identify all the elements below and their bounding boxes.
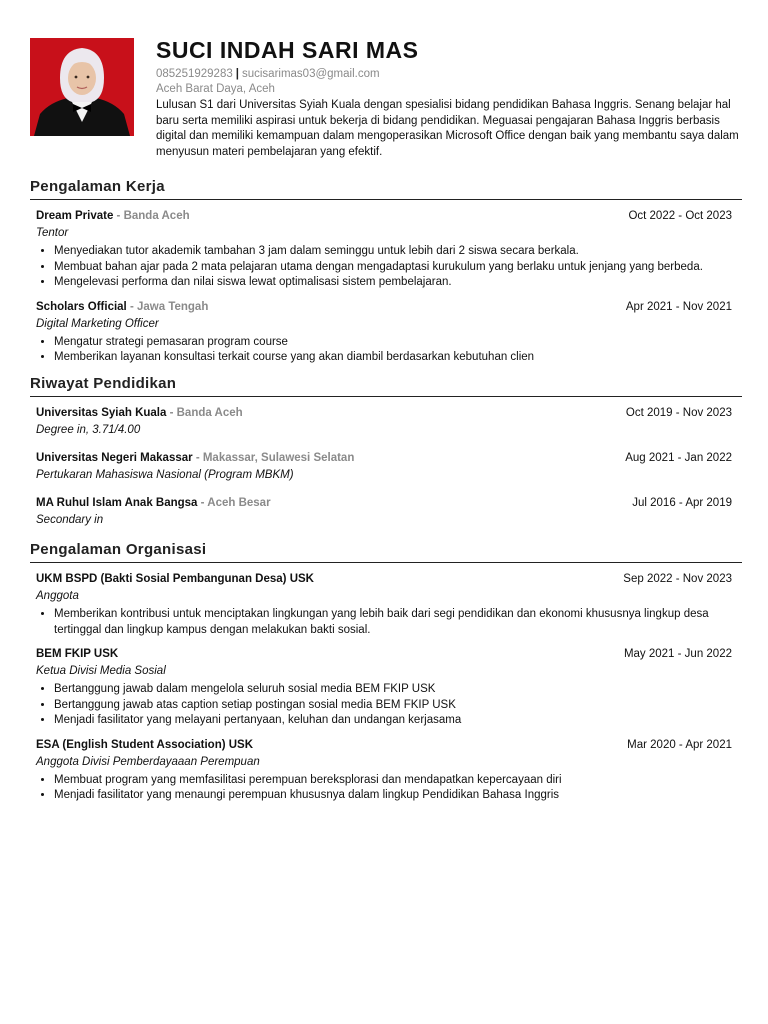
bullet-item: • Menjadi fasilitator yang menaungi perempuan khususnya dalam lingkup Pendidikan Bahasa Inggris (54, 788, 732, 804)
date-range: Sep 2022 - Nov 2023 (623, 573, 732, 585)
role-title: Ketua Divisi Media Sosial (36, 665, 166, 677)
bullet-item: • Menyediakan tutor akademik tambahan 3 jam dalam seminggu untuk lebih dari 2 siswa secara berkala. (54, 244, 732, 260)
role-title: Anggota Divisi Pemberdayaaan Perempuan (36, 755, 260, 768)
section-title: Pengalaman Organisasi (30, 540, 742, 563)
summary: Lulusan S1 dari Universitas Syiah Kuala dengan spesialisi bidang pendidikan Bahasa Inggris. Senang belajar hal baru serta memiliki aspirasi untuk bekerja di bidang pendidikan. Meguasai pengajaran Bahasa Inggris berbasis digital dan memiliki kemampuan dalam mengoperasikan Microsoft Office dengan baik yang membantu saya dalam menyusun materi pembelajaran yang efektif. (156, 99, 739, 158)
degree: Pertukaran Mahasiswa Nasional (Program MBKM) (36, 469, 294, 481)
section-work-experience (30, 177, 742, 366)
degree: Degree in, 3.71/4.00 (36, 424, 141, 436)
location: Aceh Barat Daya, Aceh (156, 83, 275, 95)
date-range: Oct 2019 - Nov 2023 (625, 407, 732, 419)
role-title: Tentor (36, 227, 69, 239)
org-location: - Jawa Tengah (126, 300, 209, 313)
bullet-item: • Bertanggung jawab atas caption setiap postingan sosial media BEM FKIP USK (54, 698, 732, 714)
bullet-list (36, 607, 732, 638)
header (156, 36, 742, 160)
organization-entry (30, 572, 742, 638)
org-location: - Banda Aceh (113, 210, 190, 222)
org-name: Dream Private (36, 210, 114, 222)
work-entry (30, 209, 742, 291)
school-location: - Banda Aceh (166, 407, 243, 419)
org-name: BEM FKIP USK (36, 648, 119, 660)
org-name: ESA (English Student Association) USK (36, 738, 254, 751)
bullet-list (36, 244, 732, 291)
organization-entry (30, 647, 742, 729)
org-name: UKM BSPD (Bakti Sosial Pembangunan Desa) USK (36, 573, 314, 585)
education-entry (30, 496, 742, 528)
bullet-item: • Memberikan kontribusi untuk menciptakan lingkungan yang lebih baik dari segi pendidikan dan ekonomi khususnya lingkup desa tertinggal dan lingkup kampus dengan melakukan bakti sosial. (54, 607, 732, 638)
school-name: Universitas Negeri Makassar (36, 452, 193, 464)
education-entry (30, 451, 742, 483)
full-name: SUCI INDAH SARI MAS (156, 37, 419, 63)
school-name: MA Ruhul Islam Anak Bangsa (36, 497, 198, 509)
bullet-item: • Mengelevasi performa dan nilai siswa lewat optimalisasi sistem pembelajaran. (54, 275, 732, 291)
date-range: Oct 2022 - Oct 2023 (628, 210, 732, 222)
date-range: Aug 2021 - Jan 2022 (625, 452, 732, 464)
date-range: Mar 2020 - Apr 2021 (627, 738, 732, 751)
contact-line (156, 67, 742, 81)
bullet-item: • Bertanggung jawab dalam mengelola seluruh sosial media BEM FKIP USK (54, 682, 732, 698)
bullet-item: • Membuat program yang memfasilitasi perempuan bereksplorasi dan mendapatkan kepercayaan diri (54, 773, 732, 789)
date-range: Apr 2021 - Nov 2021 (625, 300, 732, 313)
section-organization (30, 540, 742, 804)
bullet-item: • Menjadi fasilitator yang melayani pertanyaan, keluhan dan undangan kerjasama (54, 713, 732, 729)
profile-photo (30, 38, 134, 136)
work-entry (30, 300, 742, 366)
contact-separator: | (235, 68, 239, 80)
bullet-item: • Mengatur strategi pemasaran program course (54, 335, 732, 351)
degree: Secondary in (36, 514, 104, 526)
section-title: Riwayat Pendidikan (30, 374, 742, 397)
bullet-list (36, 773, 732, 804)
date-range: May 2021 - Jun 2022 (623, 648, 732, 660)
bullet-item: • Membuat bahan ajar pada 2 mata pelajaran utama dengan mengadaptasi kurukulum yang berlaku untuk jenjang yang berbeda. (54, 260, 732, 276)
role-title: Anggota (36, 590, 79, 602)
organization-entry (30, 738, 742, 804)
section-title: Pengalaman Kerja (30, 177, 742, 200)
school-name: Universitas Syiah Kuala (36, 407, 167, 419)
bullet-item: • Memberikan layanan konsultasi terkait course yang akan diambil berdasarkan kebutuhan clien (54, 350, 732, 366)
bullet-list (36, 335, 732, 366)
school-location: - Aceh Besar (197, 497, 271, 509)
education-entry (30, 406, 742, 438)
school-location: - Makassar, Sulawesi Selatan (192, 452, 355, 464)
org-name: Scholars Official (36, 300, 127, 313)
bullet-list (36, 682, 732, 729)
role-title: Digital Marketing Officer (36, 317, 159, 330)
phone-number: 085251929283 (156, 68, 233, 80)
date-range: Jul 2016 - Apr 2019 (632, 497, 732, 509)
section-education (30, 374, 742, 528)
email-address: sucisarimas03@gmail.com (241, 68, 380, 80)
